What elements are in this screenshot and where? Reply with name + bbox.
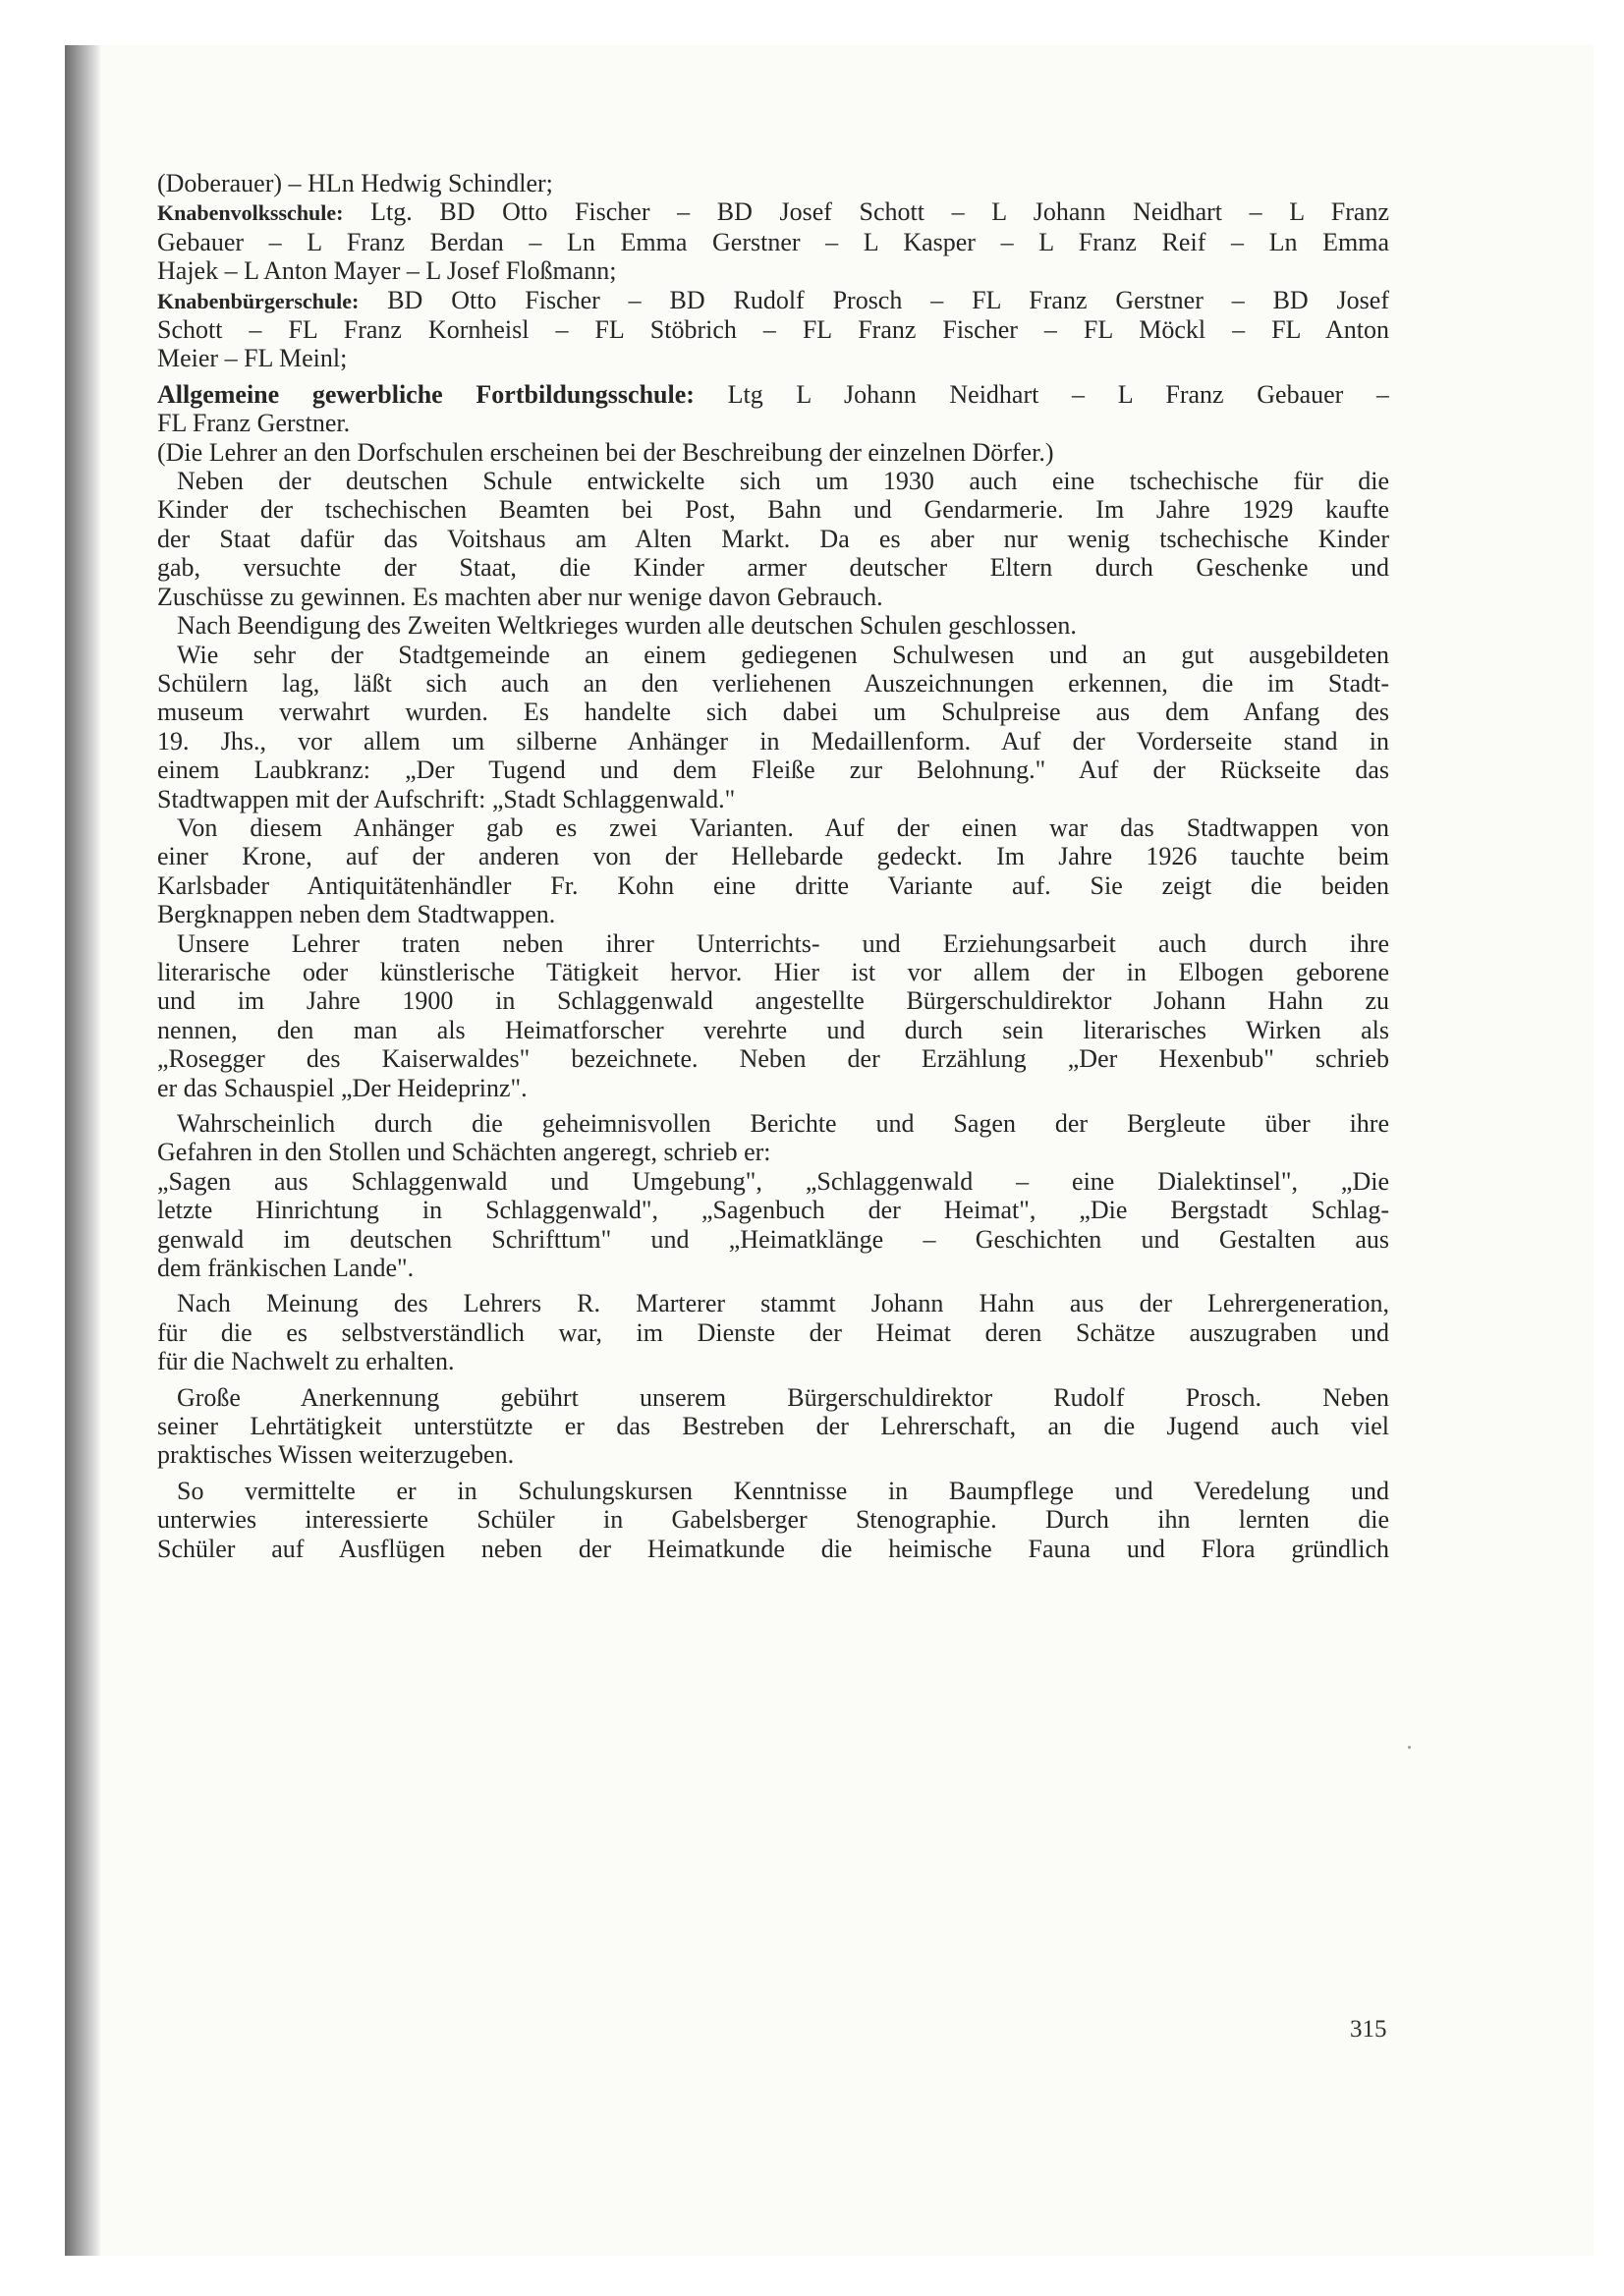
text-line (157, 900, 1389, 928)
text-line-content: einer Krone, auf der anderen von der Hellebarde gedeckt. Im Jahre 1926 tauchte beim (157, 842, 1389, 871)
text-line (157, 611, 1389, 640)
text-line (157, 958, 1389, 986)
text-line-content: Ltg. BD Otto Fischer – BD Josef Schott – L Johann Neidhart – L Franz (343, 197, 1389, 227)
text-line (157, 641, 1389, 669)
text-line (157, 1254, 1389, 1282)
text-line (157, 1167, 1389, 1196)
text-line (157, 1318, 1389, 1347)
text-line (157, 438, 1389, 467)
text-line-content: FL Franz Gerstner. (157, 409, 351, 438)
text-line-content: Nach Beendigung des Zweiten Weltkrieges wurden alle deutschen Schulen geschlossen. (177, 611, 1077, 641)
text-line (157, 525, 1389, 553)
text-line-content: Schüler auf Ausflügen neben der Heimatkunde die heimische Fauna und Flora gründlich (157, 1534, 1389, 1563)
text-line (157, 1138, 1389, 1166)
text-line-content: Kinder der tschechischen Beamten bei Post, Bahn und Gendarmerie. Im Jahre 1929 kaufte (157, 495, 1389, 525)
text-line-content: Nach Meinung des Lehrers R. Marterer stammt Johann Hahn aus der Lehrergeneration, (177, 1289, 1389, 1318)
text-line-content: und im Jahre 1900 in Schlaggenwald angestellte Bürgerschuldirektor Johann Hahn zu (157, 986, 1389, 1016)
text-line (157, 1016, 1389, 1044)
text-line-content: Neben der deutschen Schule entwickelte sich um 1930 auch eine tschechische für die (177, 467, 1389, 496)
text-line-content: Stadtwappen mit der Aufschrift: „Stadt Schlaggenwald." (157, 784, 736, 813)
text-line (157, 669, 1389, 698)
text-line-content: (Doberauer) – HLn Hedwig Schindler; (157, 169, 553, 197)
text-line (157, 756, 1389, 784)
text-line-content: Gefahren in den Stollen und Schächten angeregt, schrieb er: (157, 1138, 771, 1167)
text-line-content: einem Laubkranz: „Der Tugend und dem Fleiße zur Belohnung." Auf der Rückseite das (157, 756, 1389, 785)
text-line-content: er das Schauspiel „Der Heideprinz". (157, 1073, 528, 1102)
book-gutter-shadow (65, 45, 100, 2256)
text-line (157, 1477, 1389, 1505)
text-line-content: So vermittelte er in Schulungskursen Kenntnisse in Baumpflege und Veredelung und (177, 1476, 1389, 1505)
text-line-content: genwald im deutschen Schrifttum" und „Heimatklänge – Geschichten und Gestalten aus (157, 1224, 1389, 1254)
text-line-content: Wie sehr der Stadtgemeinde an einem gediegenen Schulwesen und an gut ausgebildeten (177, 640, 1389, 669)
text-line-content: letzte Hinrichtung in Schlaggenwald", „Sagenbuch der Heimat", „Die Bergstadt Schlag- (157, 1196, 1389, 1225)
text-line (157, 871, 1389, 900)
text-line (157, 986, 1389, 1015)
text-line (157, 1044, 1389, 1073)
text-line-content: Wahrscheinlich durch die geheimnisvollen Berichte und Sagen der Bergleute über ihre (177, 1109, 1389, 1138)
text-line-content: Bergknappen neben dem Stadtwappen. (157, 900, 556, 929)
body-text (157, 169, 1389, 1563)
text-line (157, 698, 1389, 726)
text-line (157, 197, 1389, 227)
text-line (157, 842, 1389, 870)
text-line (157, 1412, 1389, 1440)
text-line (157, 409, 1389, 437)
text-line (157, 1225, 1389, 1254)
text-line (157, 1535, 1389, 1563)
text-line (157, 1109, 1389, 1138)
text-line-content: Hajek – L Anton Mayer – L Josef Floßmann; (157, 256, 617, 286)
text-line-content: Gebauer – L Franz Berdan – Ln Emma Gerstner – L Kasper – L Franz Reif – Ln Emma (157, 227, 1389, 256)
text-line-content: praktisches Wissen weiterzugeben. (157, 1440, 515, 1470)
text-line (157, 1383, 1389, 1412)
text-line-content: „Rosegger des Kaiserwaldes" bezeichnete. Neben der Erzählung „Der Hexenbub" schrieb (157, 1044, 1389, 1074)
text-line-content: museum verwahrt wurden. Es handelte sich dabei um Schulpreise aus dem Anfang des (157, 698, 1389, 727)
text-line (157, 1347, 1389, 1375)
text-line (157, 228, 1389, 256)
text-line (157, 315, 1389, 344)
text-line-content: Unsere Lehrer traten neben ihrer Unterrichts- und Erziehungsarbeit auch durch ihre (177, 928, 1389, 958)
school-heading: Knabenbürgerschule: (157, 288, 360, 313)
text-line (157, 1505, 1389, 1534)
school-heading: Knabenvolksschule: (157, 200, 344, 226)
school-heading: Allgemeine gewerbliche Fortbildungsschule: (157, 379, 695, 409)
text-line-content: dem fränkischen Lande". (157, 1254, 415, 1283)
text-line (157, 1074, 1389, 1102)
text-line (157, 1440, 1389, 1469)
text-line-content: für die es selbstverständlich war, im Dienste der Heimat deren Schätze auszugraben und (157, 1317, 1389, 1347)
text-line-content: Schott – FL Franz Kornheisl – FL Stöbrich – FL Franz Fischer – FL Möckl – FL Anton (157, 315, 1389, 345)
text-line-content: Zuschüsse zu gewinnen. Es machten aber nur wenige davon Gebrauch. (157, 582, 883, 611)
text-line-content: Meier – FL Meinl; (157, 344, 348, 373)
text-line (157, 1289, 1389, 1317)
text-line (157, 929, 1389, 958)
text-line-content: Karlsbader Antiquitätenhändler Fr. Kohn eine dritte Variante auf. Sie zeigt die beiden (157, 870, 1389, 900)
text-line (157, 344, 1389, 372)
text-line (157, 553, 1389, 582)
page-number: 315 (1350, 2016, 1387, 2043)
text-line-content: (Die Lehrer an den Dorfschulen erscheinen bei der Beschreibung der einzelnen Dörfer.) (157, 437, 1054, 467)
text-line-content: für die Nachwelt zu erhalten. (157, 1347, 455, 1376)
text-line (157, 583, 1389, 611)
text-line-content: Ltg L Johann Neidhart – L Franz Gebauer – (694, 379, 1389, 409)
text-line-content: literarische oder künstlerische Tätigkeit hervor. Hier ist vor allem der in Elbogen geborene (157, 957, 1389, 986)
text-line-content: Schülern lag, läßt sich auch an den verliehenen Auszeichnungen erkennen, die im Stadt- (157, 668, 1389, 698)
text-line-content: „Sagen aus Schlaggenwald und Umgebung", „Schlaggenwald – eine Dialektinsel", „Die (157, 1166, 1389, 1196)
text-line-content: Große Anerkennung gebührt unserem Bürgerschuldirektor Rudolf Prosch. Neben (177, 1382, 1389, 1412)
text-line (157, 813, 1389, 842)
text-line (157, 256, 1389, 285)
scan-speck (1408, 1746, 1411, 1749)
text-line (157, 169, 1389, 197)
text-line-content: seiner Lehrtätigkeit unterstützte er das Bestreben der Lehrerschaft, an die Jugend auch viel (157, 1412, 1389, 1441)
text-line-content: der Staat dafür das Voitshaus am Alten Markt. Da es aber nur wenig tschechische Kinder (157, 524, 1389, 553)
text-line-content: nennen, den man als Heimatforscher verehrte und durch sein literarisches Wirken als (157, 1015, 1389, 1044)
text-line-content: unterwies interessierte Schüler in Gabelsberger Stenographie. Durch ihn lernten die (157, 1505, 1389, 1535)
text-line (157, 1196, 1389, 1224)
text-line-content: gab, versuchte der Staat, die Kinder armer deutscher Eltern durch Geschenke und (157, 553, 1389, 583)
text-line (157, 727, 1389, 756)
text-line-content: BD Otto Fischer – BD Rudolf Prosch – FL Franz Gerstner – BD Josef (359, 285, 1389, 314)
text-line (157, 380, 1389, 409)
text-line-content: Von diesem Anhänger gab es zwei Varianten. Auf der einen war das Stadtwappen von (177, 812, 1389, 842)
text-line (157, 495, 1389, 524)
text-line-content: 19. Jhs., vor allem um silberne Anhänger in Medaillenform. Auf der Vorderseite stand in (157, 726, 1389, 756)
text-line (157, 286, 1389, 315)
text-line (157, 785, 1389, 813)
text-line (157, 467, 1389, 495)
